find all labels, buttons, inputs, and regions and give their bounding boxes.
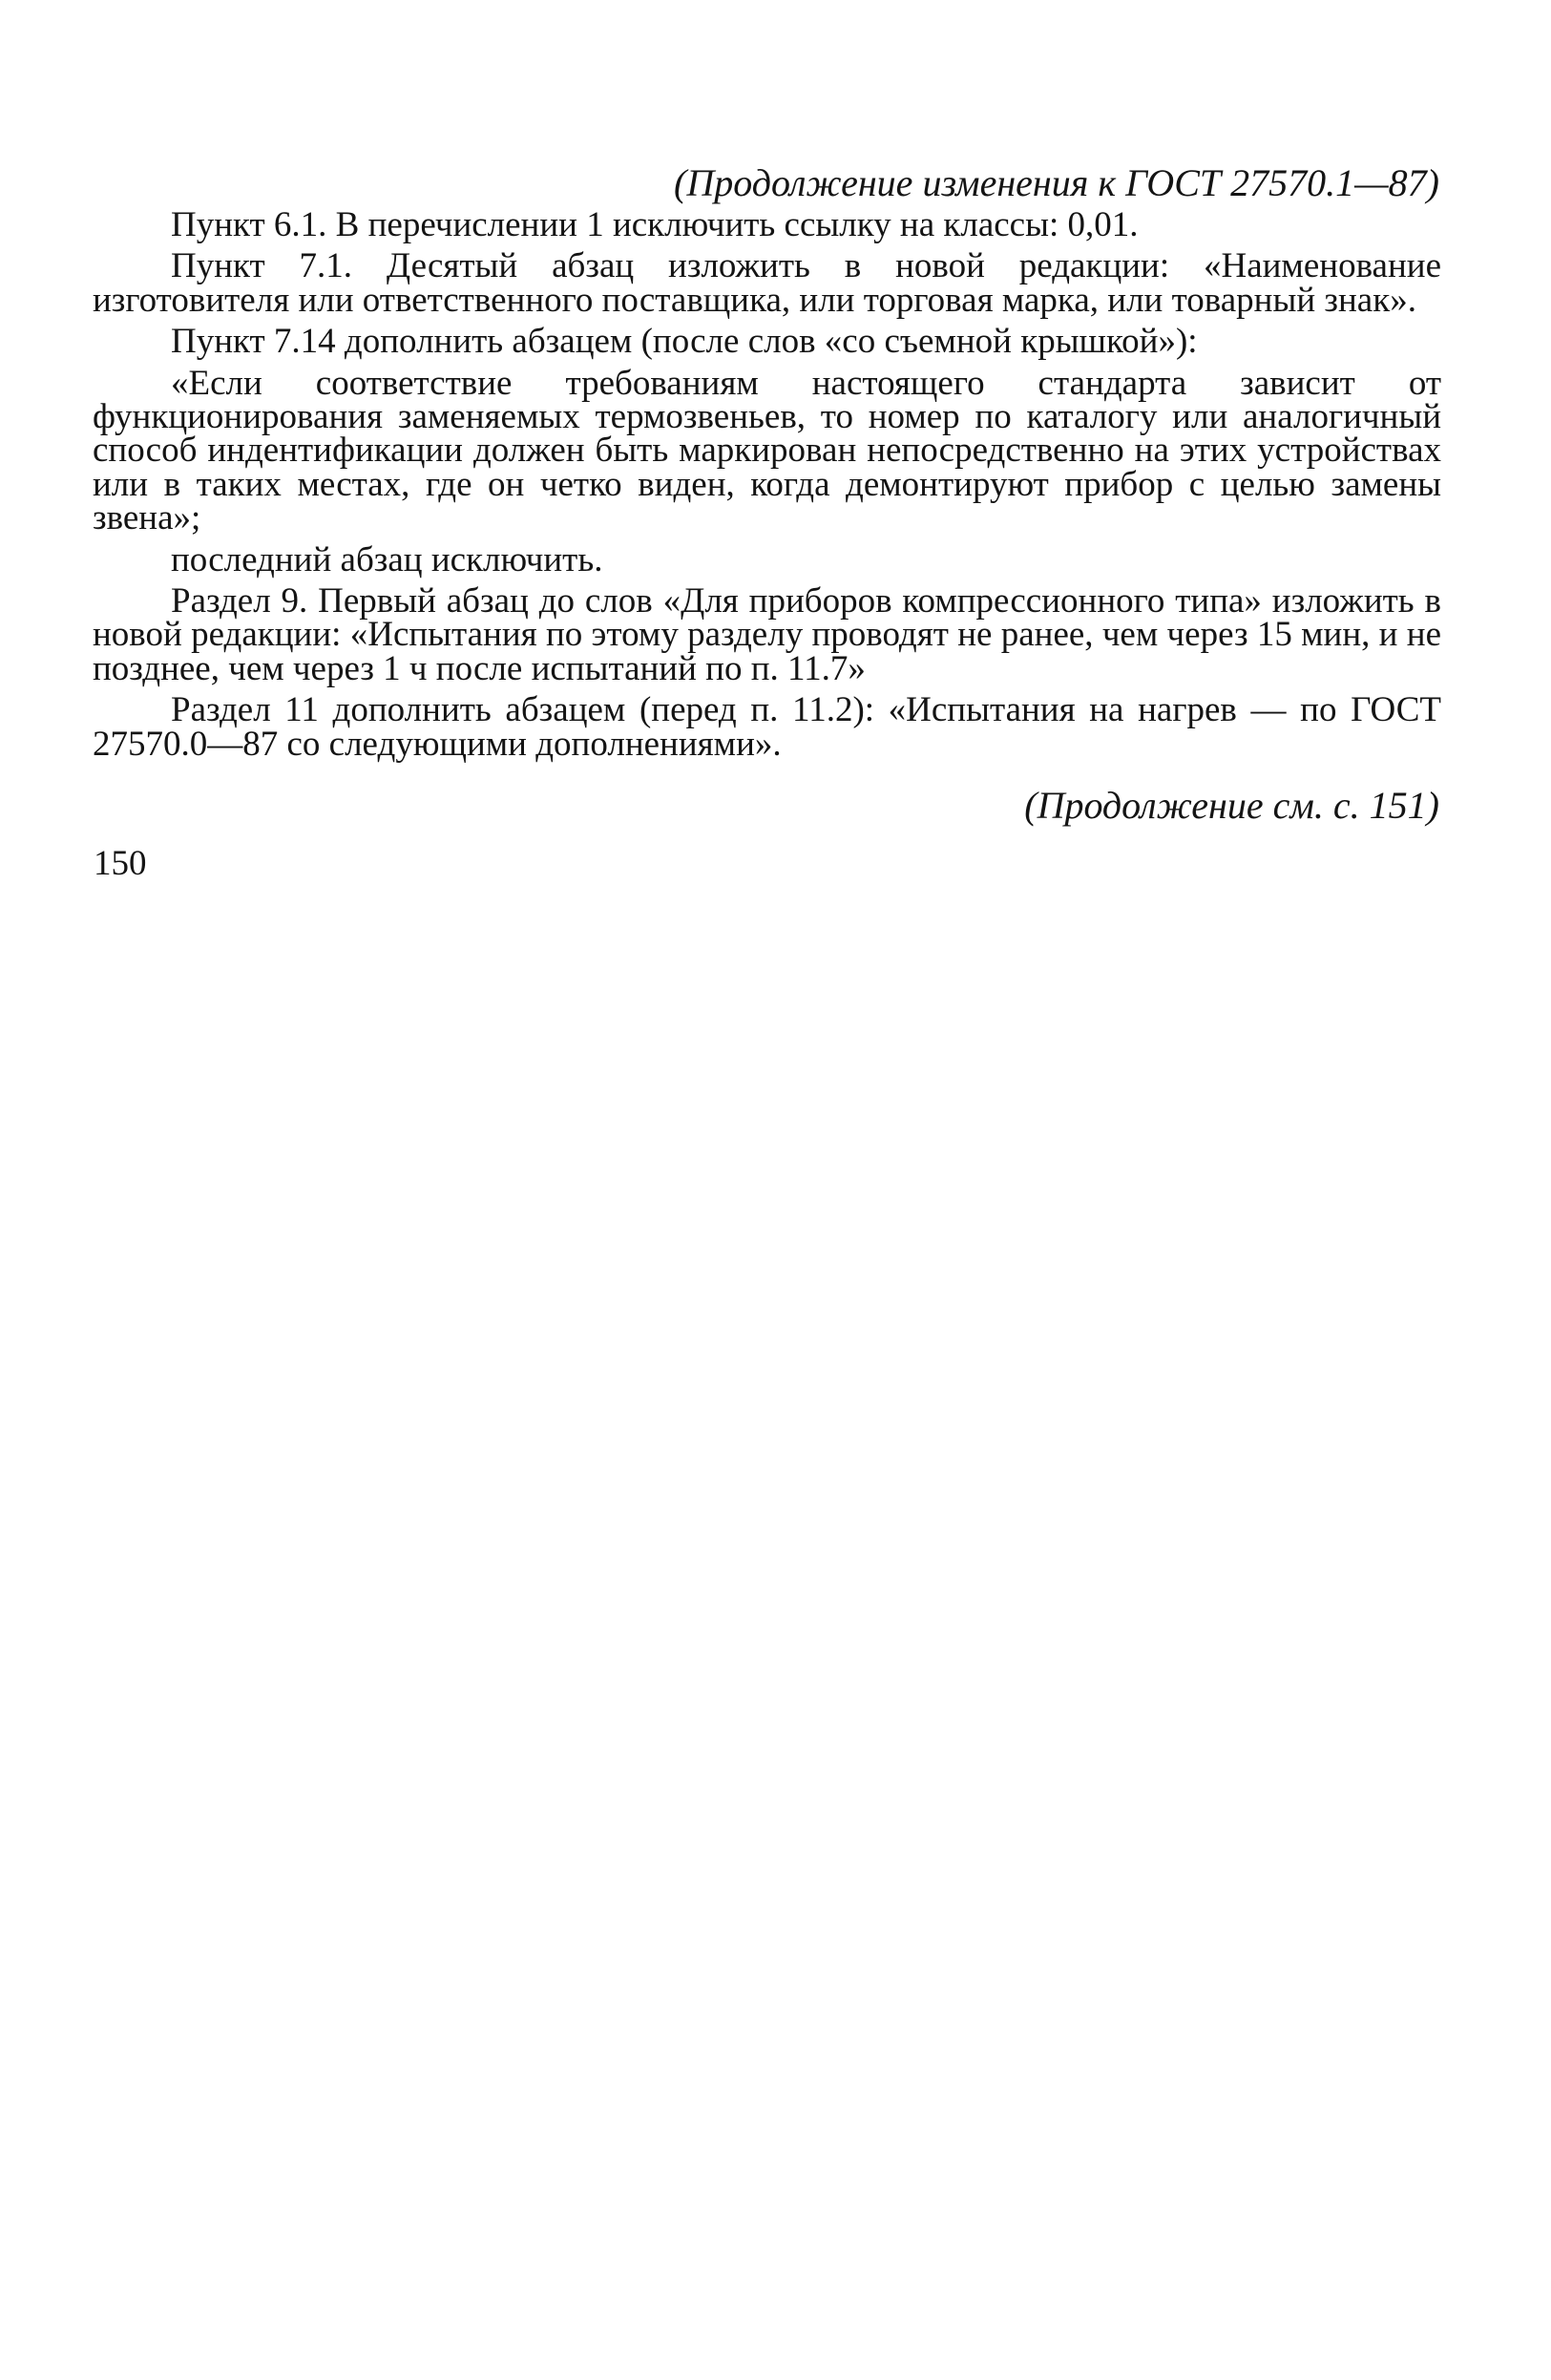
paragraph-section-9: Раздел 9. Первый абзац до слов «Для приборов компрессионного типа» изложить в новой редакции: «Испытания по этому разделу проводят не ранее, чем через 15 мин, и не позднее, чем через 1 ч после испытаний по п. 11.7»	[93, 581, 1441, 688]
continuation-footer: (Продолжение см. с. 151)	[1024, 784, 1439, 827]
paragraph-last-removed: последний абзац исключить.	[171, 539, 603, 579]
paragraph-clause-7-14: Пункт 7.14 дополнить абзацем (после слов «со съемной крышкой»):	[171, 322, 1198, 362]
paragraph-quoted-addition: «Если соответствие требованиям настоящего стандарта зависит от функционирования заменяемых термозвеньев, то номер по каталогу или аналогичный способ индентификации должен быть маркирован непосредственно на этих устройствах или в таких местах, где он четко виден, когда демонтируют прибор с целью замены звена»;	[93, 363, 1441, 538]
paragraph-clause-6-1: Пункт 6.1. В перечислении 1 исключить ссылку на классы: 0,01.	[171, 205, 1139, 244]
continuation-header: (Продолжение изменения к ГОСТ 27570.1—87)	[674, 161, 1439, 204]
amendment-text	[93, 205, 1441, 764]
paragraph-clause-7-1: Пункт 7.1. Десятый абзац изложить в новой редакции: «Наименование изготовителя или ответственного поставщика, или торговая марка, или товарный знак».	[93, 246, 1441, 320]
paragraph-section-11: Раздел 11 дополнить абзацем (перед п. 11.2): «Испытания на нагрев — по ГОСТ 27570.0—87 со следующими дополнениями».	[93, 690, 1441, 764]
page-number: 150	[94, 844, 147, 883]
